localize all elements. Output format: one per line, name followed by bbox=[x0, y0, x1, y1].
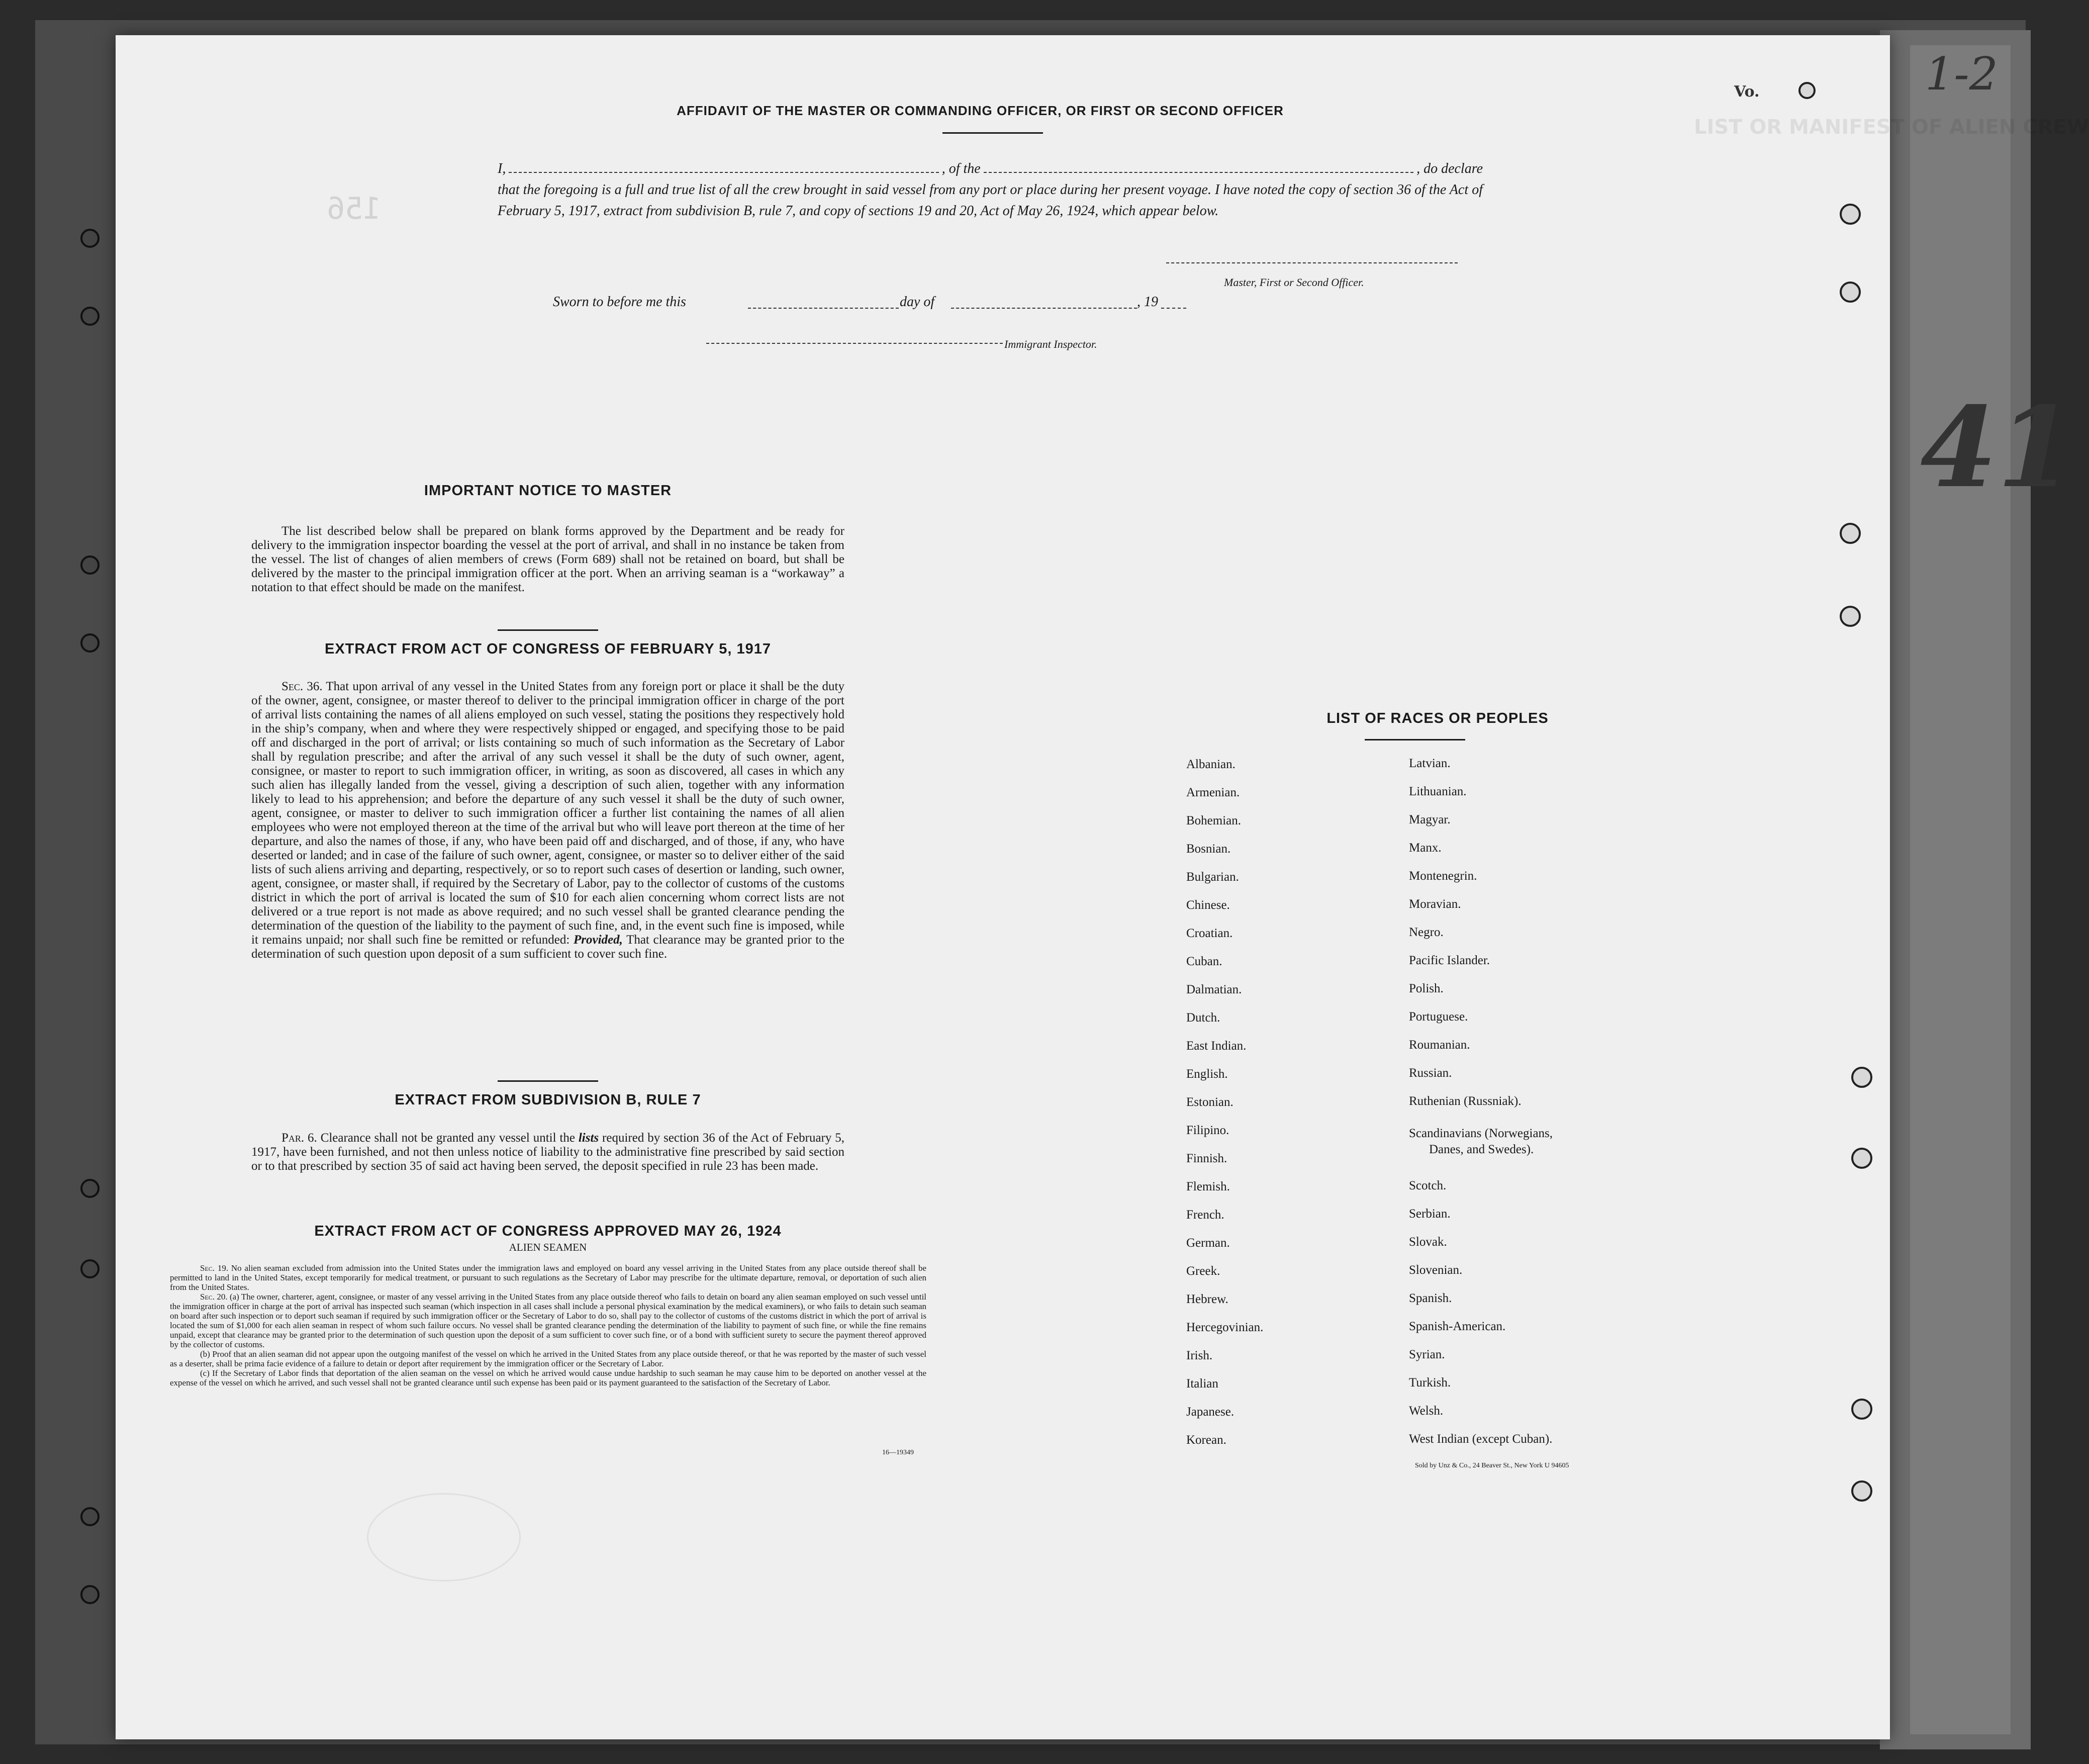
section-divider bbox=[498, 629, 598, 631]
punch-hole-icon bbox=[1851, 1067, 1872, 1088]
sworn-month-blank[interactable] bbox=[951, 308, 1137, 309]
section-20c-text: (c) If the Secretary of Labor finds that deportation of the alien seaman on the vessel on which he arrived would cause undue hardship to such seaman he may cause him to be deported on another vessel at the expense of the vessel on which he arrived, and such vessel shall not be granted clearance until such expense has been paid or its payment guaranteed to the satisfaction of the Secretary of Labor. bbox=[170, 1368, 926, 1387]
declaration-text: that the foregoing is a full and true list of all the crew brought in said vessel from any port or place during her present voyage. I have noted the copy of section 36 of the Act of February 5, 1917, extract from subdivision B, rule 7, and copy of sections 19 and 20, Act of May 26, 1924, which appear below. bbox=[498, 182, 1483, 219]
subdivision-title: EXTRACT FROM SUBDIVISION B, RULE 7 bbox=[395, 1092, 701, 1108]
punch-hole-icon bbox=[1840, 282, 1861, 303]
race-item: Dutch. bbox=[1186, 1011, 1220, 1025]
bleed-through-text: LIST OR MANIFEST OF ALIEN CREW bbox=[1694, 116, 2089, 139]
race-item: Pacific Islander. bbox=[1409, 954, 1490, 967]
race-item: French. bbox=[1186, 1208, 1224, 1222]
race-item: Lithuanian. bbox=[1409, 785, 1467, 798]
race-item: Slovak. bbox=[1409, 1235, 1447, 1249]
race-item: Hebrew. bbox=[1186, 1292, 1228, 1306]
race-item: Magyar. bbox=[1409, 813, 1451, 826]
race-item: Korean. bbox=[1186, 1433, 1226, 1447]
race-item: German. bbox=[1186, 1236, 1230, 1250]
master-signature-line[interactable] bbox=[1166, 262, 1458, 263]
race-item: Irish. bbox=[1186, 1349, 1213, 1362]
sworn-year: , 19 bbox=[1137, 294, 1158, 310]
par-6-text-a: Clearance shall not be granted any vessel until the bbox=[320, 1131, 575, 1145]
punch-hole-icon bbox=[1840, 523, 1861, 544]
race-item: Latvian. bbox=[1409, 757, 1451, 770]
notice-body: The list described below shall be prepared on blank forms approved by the Department and be ready for delivery to the immigration inspector boarding the vessel at the port of arrival, and shall in no instance be taken from the vessel. The list of changes of alien members of crews (Form 689) shall not be retained on board, but shall be delivered by the master to the principal immigration officer at the port. When an arriving seaman is a “workaway” a notation to that effect should be made on the manifest. bbox=[251, 524, 844, 594]
race-item: Moravian. bbox=[1409, 897, 1461, 911]
race-item: Bosnian. bbox=[1186, 842, 1231, 856]
handwritten-sheet-number: 41 bbox=[1920, 382, 2074, 512]
punch-hole-icon bbox=[80, 633, 100, 653]
race-item: Dalmatian. bbox=[1186, 983, 1242, 996]
section-36-label: Sec. 36. bbox=[281, 680, 323, 693]
race-item: Negro. bbox=[1409, 925, 1444, 939]
race-item: Serbian. bbox=[1409, 1207, 1451, 1221]
race-item: East Indian. bbox=[1186, 1039, 1247, 1053]
punch-hole-icon bbox=[1851, 1148, 1872, 1169]
form-number: 16—19349 bbox=[882, 1449, 914, 1456]
underlying-page-edge bbox=[1910, 45, 2011, 1734]
section-20b-text: (b) Proof that an alien seaman did not appear upon the outgoing manifest of the vessel on which he arrived in the United States from any place outside thereof, or that he was reported by the master of such vessel as a deserter, shall be prima facie evidence of a failure to detain or deport after requirement by the immigration officer or the Secretary of Labor. bbox=[170, 1349, 926, 1368]
alien-seamen-subtitle: ALIEN SEAMEN bbox=[509, 1241, 587, 1253]
race-item: Ruthenian (Russniak). bbox=[1409, 1094, 1522, 1108]
race-item: Greek. bbox=[1186, 1264, 1220, 1278]
race-item: Danes, and Swedes). bbox=[1429, 1143, 1534, 1156]
par-6-text-b: required by section 36 of the Act of February 5, 1917, have been furnished, and not then unless notice of liability to the administrative fine prescribed by said section or to that prescribed by section 35 of said act having been served, the deposit specified in rule 23 has been made. bbox=[251, 1131, 844, 1173]
master-signature-label: Master, First or Second Officer. bbox=[1224, 276, 1364, 289]
declaration-i: I, bbox=[498, 161, 506, 176]
race-item: Italian bbox=[1186, 1377, 1218, 1390]
volume-label: Vo. bbox=[1734, 83, 1760, 101]
race-item: Scotch. bbox=[1409, 1179, 1447, 1192]
punch-hole-icon bbox=[80, 555, 100, 575]
lists-word: lists bbox=[578, 1131, 599, 1145]
punch-hole-icon bbox=[1840, 204, 1861, 225]
handwritten-page-number: 1-2 bbox=[1925, 48, 1998, 101]
race-item: Estonian. bbox=[1186, 1095, 1233, 1109]
race-item: Bulgarian. bbox=[1186, 870, 1239, 884]
extract-1917-body bbox=[251, 680, 844, 961]
provided-word: Provided, bbox=[573, 933, 623, 947]
race-item: Slovenian. bbox=[1409, 1263, 1463, 1277]
race-item: Roumanian. bbox=[1409, 1038, 1470, 1052]
race-item: Chinese. bbox=[1186, 898, 1230, 912]
race-item: Welsh. bbox=[1409, 1404, 1444, 1418]
inspector-label: Immigrant Inspector. bbox=[1004, 338, 1097, 350]
affidavit-title: AFFIDAVIT OF THE MASTER OR COMMANDING OFFICER, OR FIRST OR SECOND OFFICER bbox=[677, 103, 1284, 118]
affidavit-body bbox=[498, 158, 1483, 222]
punch-hole-icon bbox=[80, 1259, 100, 1278]
bleed-through-number: 156 bbox=[327, 191, 382, 226]
title-divider bbox=[942, 132, 1043, 134]
race-item: Syrian. bbox=[1409, 1348, 1445, 1361]
race-item: Bohemian. bbox=[1186, 814, 1242, 827]
races-title: LIST OF RACES OR PEOPLES bbox=[1326, 710, 1549, 726]
section-19-label: Sec. 19. bbox=[200, 1263, 229, 1273]
declaration-line bbox=[498, 158, 1483, 179]
declaration-end: , do declare bbox=[1416, 161, 1483, 176]
race-item: Finnish. bbox=[1186, 1152, 1227, 1165]
race-item: Japanese. bbox=[1186, 1405, 1235, 1419]
sworn-start: Sworn to before me this bbox=[553, 294, 686, 310]
punch-hole-icon bbox=[80, 1507, 100, 1526]
race-item: West Indian (except Cuban). bbox=[1409, 1432, 1553, 1446]
sworn-day-blank[interactable] bbox=[748, 308, 899, 309]
inspector-signature-line[interactable] bbox=[706, 343, 1003, 344]
race-item: Montenegrin. bbox=[1409, 869, 1477, 883]
extract-1924-title: EXTRACT FROM ACT OF CONGRESS APPROVED MAY 26, 1924 bbox=[314, 1223, 782, 1239]
sworn-day-of: day of bbox=[900, 294, 935, 310]
race-item: Turkish. bbox=[1409, 1376, 1451, 1389]
punch-hole-icon bbox=[80, 1179, 100, 1198]
faint-stamp bbox=[367, 1493, 521, 1582]
section-20a-text: (a) The owner, charterer, agent, consignee, or master of any vessel arriving in the United States from any place outside thereof who fails to detain on board any alien seaman employed on such vessel until the immigration officer in charge at the port of arrival has inspected such seaman (which inspection in all cases shall include a personal physical examination by the medical examiners), or who fails to detain such seaman on board after such inspection or to deport such seaman if required by such immigration officer or the Secretary of Labor to do so, shall pay to the collector of customs of the customs district in which the port of arrival is located the sum of $1,000 for each alien seaman in respect of whom such failure occurs. No vessel shall be granted clearance pending the determination of the liability to payment of such fine, or while the fine remains unpaid, except that clearance may be granted prior to the determination of such question upon the deposit of a sum sufficient to cover such fine, or of a bond with sufficient surety to secure the payment thereof approved by the collector of customs. bbox=[170, 1292, 927, 1349]
punch-hole-icon bbox=[1851, 1399, 1872, 1420]
punch-hole-icon bbox=[1840, 606, 1861, 627]
declaration-of-the: , of the bbox=[941, 161, 981, 176]
extract-1917-title: EXTRACT FROM ACT OF CONGRESS OF FEBRUARY 5, 1917 bbox=[324, 641, 772, 657]
race-item: Spanish. bbox=[1409, 1291, 1452, 1305]
races-divider bbox=[1365, 739, 1465, 740]
punch-hole-icon bbox=[1851, 1480, 1872, 1502]
printer-credit: Sold by Unz & Co., 24 Beaver St., New York U 94605 bbox=[1415, 1462, 1569, 1469]
race-item: Croatian. bbox=[1186, 926, 1233, 940]
race-item: Russian. bbox=[1409, 1066, 1452, 1080]
punch-hole-icon bbox=[80, 1585, 100, 1604]
par-6-label: Par. 6. bbox=[281, 1131, 317, 1145]
section-36-text: That upon arrival of any vessel in the United States from any foreign port or place it shall be the duty of the owner, agent, consignee, or master thereof to deliver to the principal immigration officer in charge of the port of arrival lists containing the names of all aliens employed on such vessel, stating the positions they respectively hold in the ship’s company, when and where they were respectively shipped or engaged, and specifying those to be paid off and discharged in the port of arrival; or lists containing so much of such information as the Secretary of Labor shall by regulation prescribe; and after the arrival of any such vessel it shall be the duty of such owner, agent, consignee, or master to report to such immigration officer, in writing, as soon as discovered, all cases in which any such alien has illegally landed from the vessel, giving a description of such alien, together with any information likely to lead to his apprehension; and before the departure of any such vessel it shall be the duty of such owner, agent, consignee, or master to deliver to such immigration officer a further list containing the names of all alien employees who were not employed thereon at the time of the arrival but who will leave port thereon at the time of her departure, and also the names of those, if any, who have been paid off and discharged, and of those, if any, who have deserted or landed; and in case of the failure of such owner, agent, consignee, or master so to deliver either of the said lists of such aliens arriving and departing, respectively, or so to report such cases of desertion or landing, such owner, agent, consignee, or master shall, if required by the Secretary of Labor, pay to the collector of customs of the customs district in which the port of arrival is located the sum of $10 for each alien concerning whom correct lists are not delivered or a true report is not made as above required; and no such vessel shall be granted clearance pending the determination of the question of the liability to the payment of such fine, and, in the event such fine is imposed, while it remains unpaid; nor shall such fine be remitted or refunded: bbox=[251, 680, 844, 947]
race-item: Spanish-American. bbox=[1409, 1320, 1506, 1333]
race-item: Filipino. bbox=[1186, 1124, 1229, 1137]
punch-hole-icon bbox=[80, 229, 100, 248]
race-item: Cuban. bbox=[1186, 955, 1222, 968]
vessel-blank[interactable] bbox=[984, 161, 1413, 173]
race-item: Portuguese. bbox=[1409, 1010, 1468, 1024]
punch-hole-icon bbox=[80, 307, 100, 326]
sworn-year-blank[interactable] bbox=[1161, 308, 1186, 309]
race-item: English. bbox=[1186, 1067, 1228, 1081]
race-item: Flemish. bbox=[1186, 1180, 1230, 1193]
race-item: Manx. bbox=[1409, 841, 1442, 855]
subdivision-body bbox=[251, 1131, 844, 1173]
race-item: Armenian. bbox=[1186, 786, 1240, 799]
section-20-label: Sec. 20. bbox=[200, 1292, 228, 1302]
race-item: Polish. bbox=[1409, 982, 1444, 995]
notice-title: IMPORTANT NOTICE TO MASTER bbox=[424, 483, 672, 499]
race-item: Hercegovinian. bbox=[1186, 1321, 1264, 1334]
race-item: Albanian. bbox=[1186, 758, 1236, 771]
race-item: Scandinavians (Norwegians, bbox=[1409, 1127, 1553, 1140]
name-blank[interactable] bbox=[509, 161, 938, 173]
section-36-text-end: That clearance may be granted prior to the determination of such question upon deposit of a sum sufficient to cover such fine. bbox=[251, 933, 844, 961]
section-divider bbox=[498, 1080, 598, 1082]
section-19-text: No alien seaman excluded from admission into the United States under the immigration laws and employed on board any vessel arriving in the United States from any place outside thereof shall be permitted to land in the United States, except temporarily for medical treatment, or pursuant to such regulations as the Secretary of Labor may prescribe for the ultimate departure, removal, or deportation of such alien from the United States. bbox=[170, 1263, 927, 1292]
extract-1924-body bbox=[170, 1263, 926, 1387]
stamp-hole-icon bbox=[1798, 82, 1816, 99]
